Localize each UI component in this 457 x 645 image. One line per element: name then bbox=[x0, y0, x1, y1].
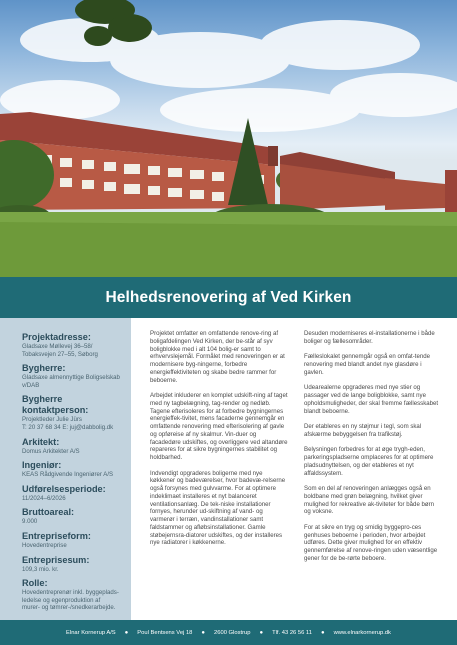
title-band bbox=[0, 277, 457, 318]
paragraph: Indvendigt opgraderes boligerne med nye køkkener og badeværelser, hvor badevæ-relserne også forsynes med gulvvarme. For at optimere indeklimaet installeres et nyt balanceret ventilationsanlæg. De tek-niske installationer fornyes, herunder ud-skiftning af vand- og varmerør i terræn, vandinstallationer samt faldstammer og afløbsinstallationer. Gamle støbejernsra-diatorer udskiftes, og der installeres nye radiatorer i køkkenerne. bbox=[150, 469, 286, 547]
fact-label: Entrepriseform: bbox=[22, 530, 91, 541]
paragraph: Udearealerne opgraderes med nye stier og passager ved de lange boligblokke, samt nye opholdsmuligheder, der skal fremme fællesskabet blandt beboerne. bbox=[304, 384, 439, 415]
project-facts-sidebar bbox=[0, 318, 131, 620]
paragraph: Projektet omfatter en omfattende renove-ring af boligafdelingen Ved Kirken, der be-står af syv boligblokke med i alt 104 bolig-er samt to erhvervslejemål. Formålet med renoveringen er at modernisere byg-ningerne, forbedre energieffektiviteten og skabe bedre rammer for beboerne. bbox=[150, 330, 285, 384]
paragraph: Fælleslokalet gennemgår også en omfat-tende renovering med blandt andet nye glasdøre i gavlen. bbox=[304, 353, 431, 376]
paragraph: Arbejdet inkluderer en komplet udskift-ning af taget med ny tagbelægning, tag-render og nedløb. Tagene efterisoleres for at forbedre bygningernes energieffek-tivitet, mens facaderne gennemgår en omfattende renovering med efterisolering af gavle og opføreise af ny skalmur. Vin-duer og facadedøre udskiftes, og overliggere ved altandøre repareres for at sikre bygningernes stabilitet og holdbarhed. bbox=[150, 392, 288, 461]
fact-period bbox=[22, 484, 131, 503]
fact-value: Projektleder Julie Jürs T: 20 37 68 34 E: juj@dabbolig.dk bbox=[22, 416, 114, 431]
fact-value: 109,3 mio. kr. bbox=[22, 565, 59, 573]
fact-gross-area bbox=[22, 507, 131, 526]
fact-contract-sum bbox=[22, 555, 131, 574]
fact-client-contact bbox=[22, 394, 131, 431]
housing-block-illustration bbox=[0, 0, 457, 277]
far-building bbox=[385, 178, 445, 210]
fact-label: Bygherre kontaktperson: bbox=[22, 394, 89, 416]
fact-project-address bbox=[22, 332, 131, 358]
fact-label: Projektadresse: bbox=[22, 332, 91, 342]
fact-architect bbox=[22, 437, 131, 456]
fact-value: Hovedentreprise bbox=[22, 541, 67, 549]
edge-building bbox=[445, 170, 457, 215]
fact-value: KEAS Rådgivende Ingeniører A/S bbox=[22, 471, 114, 479]
fact-role bbox=[22, 578, 131, 612]
paragraph: Der etableres en ny støjmur i tegl, som skal afskærme bebyggelsen fra trafikstøj. bbox=[304, 423, 422, 438]
paragraph: For at sikre en tryg og smidig byggepro-ces genhuses beboerne i perioden, hvor arbejdet udføres. Dette giver mulighed for en effektiv gennemførelse af renove-ringen uden væsentlige gener for de be-rørte beboere. bbox=[304, 523, 438, 562]
footer-company: Elnar Kornerup A/S bbox=[66, 629, 116, 636]
fact-value: Gladsaxe Møllevej 36–58/ Tobaksvejen 27–55, Søborg bbox=[22, 343, 98, 358]
separator-dot-icon: ● bbox=[320, 629, 325, 636]
fact-label: Bygherre: bbox=[22, 363, 66, 374]
footer-city: 2600 Glostrup bbox=[214, 629, 251, 636]
fact-value: 9.000 bbox=[22, 518, 38, 526]
fact-contract-form bbox=[22, 531, 131, 550]
fact-client bbox=[22, 363, 131, 389]
chimney bbox=[268, 146, 278, 166]
fact-value: Domus Arkitekter A/S bbox=[22, 447, 80, 455]
footer-phone: Tlf. 43 26 56 11 bbox=[272, 629, 312, 636]
separator-dot-icon: ● bbox=[124, 629, 129, 636]
footer-address: Poul Bentsens Vej 18 bbox=[137, 629, 193, 636]
page-title: Helhedsrenovering af Ved Kirken bbox=[105, 288, 352, 306]
separator-dot-icon: ● bbox=[201, 629, 206, 636]
footer-bar bbox=[0, 620, 457, 645]
separator-dot-icon: ● bbox=[259, 629, 264, 636]
fact-label: Rolle: bbox=[22, 578, 48, 589]
fact-label: Bruttoareal: bbox=[22, 507, 75, 518]
text-column-1 bbox=[150, 330, 288, 555]
text-column-2 bbox=[304, 330, 440, 570]
fact-label: Entreprisesum: bbox=[22, 554, 90, 565]
fact-value: Gladsaxe almennyttige Boligselskab v/DAB bbox=[22, 374, 120, 389]
fact-label: Udførelsesperiode: bbox=[22, 483, 106, 494]
fact-engineer bbox=[22, 460, 131, 479]
fact-label: Ingeniør: bbox=[22, 460, 62, 471]
clouds bbox=[0, 18, 457, 132]
fact-value: Hovedentreprenør inkl. byggeplads- ledelse og egenproduktion af murer- og tømrer-/snedkerarbejde. bbox=[22, 589, 119, 612]
fact-value: 11/2024–6/2026 bbox=[22, 494, 66, 502]
footer-website-link[interactable]: www.elnarkornerup.dk bbox=[333, 629, 391, 636]
paragraph: Desuden moderniseres el-installationerne i både boliger og fællesområder. bbox=[304, 330, 435, 345]
fact-label: Arkitekt: bbox=[22, 436, 60, 447]
paragraph: Belysningen forbedres for at øge trygh-eden, parkeringspladserne omplaceres for at optimere pladsudnyttelsen, og der etableres et nyt affaldssystem. bbox=[304, 446, 434, 477]
hero-photo bbox=[0, 0, 457, 277]
paragraph: Som en del af renoveringen anlægges også en boldbane med grøn belægning, hvilket giver mulighed for rekreative ak-tiviteter for både børn og voksne. bbox=[304, 485, 435, 516]
